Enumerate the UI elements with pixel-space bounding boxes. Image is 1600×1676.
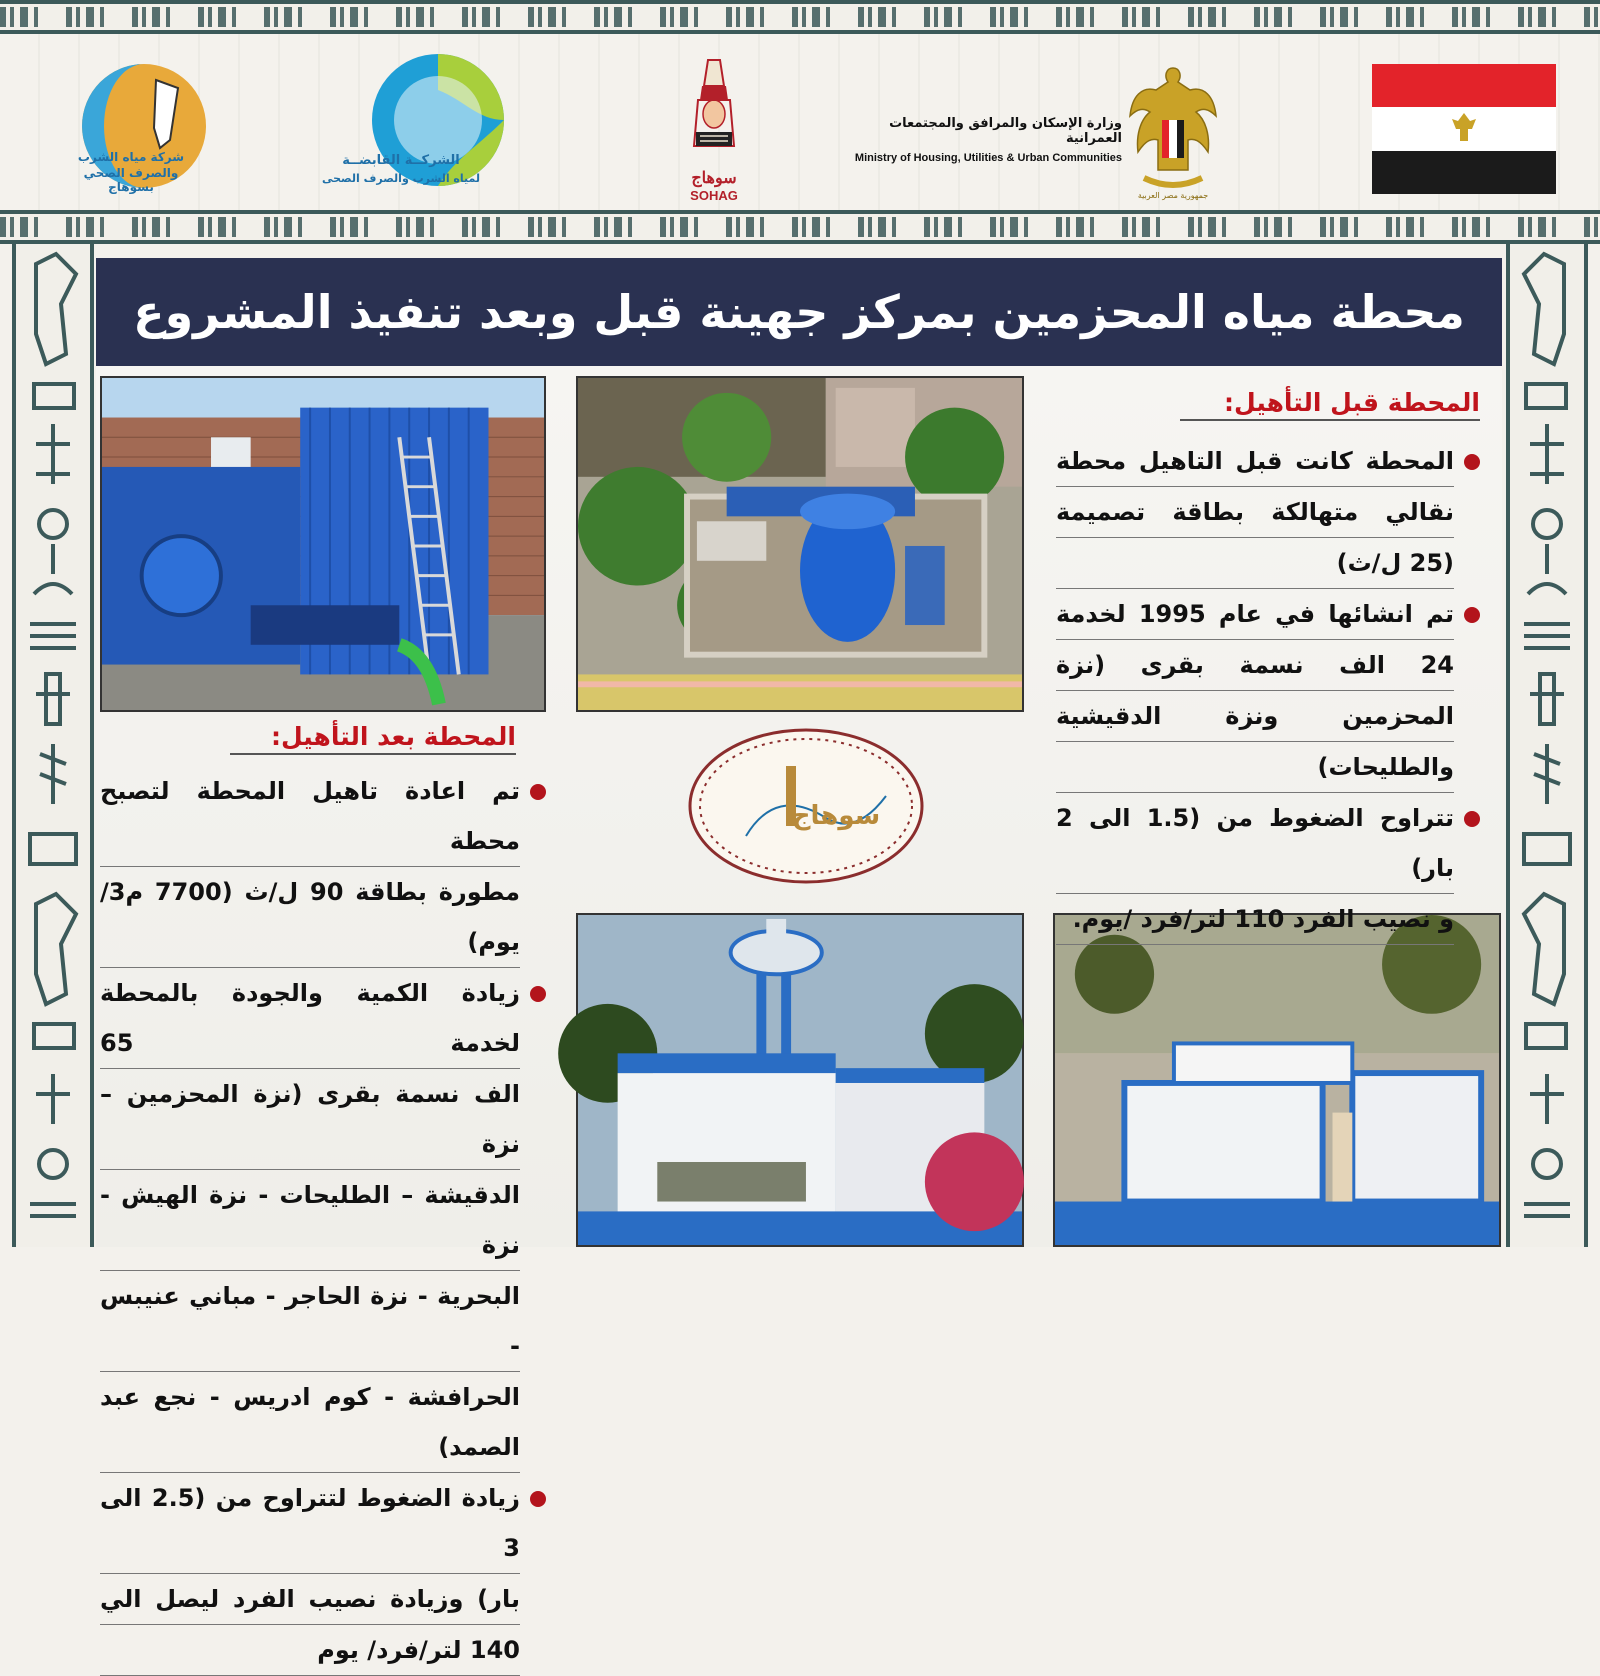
before-bullet-3: تتراوح الضغوط من (1.5 الى 2 بار) و نصيب الفرد 110 لتر/فرد /يوم. xyxy=(1056,793,1480,945)
pharaoh-head-icon xyxy=(684,56,744,166)
before-heading: المحطة قبل التأهيل: xyxy=(1180,388,1480,421)
eagle-emblem-icon xyxy=(1124,60,1222,202)
bullet-dot-icon xyxy=(530,1491,546,1507)
eagle-caption: جمهورية مصر العربية xyxy=(1137,191,1209,200)
bullet-dot-icon xyxy=(530,784,546,800)
holding-company-logo xyxy=(316,50,516,200)
flag-eagle-icon xyxy=(1372,107,1556,150)
bullet-dot-icon xyxy=(1464,811,1480,827)
after-bullet-3: زيادة الضغوط لتتراوح من (2.5 الى 3 بار) وزيادة نصيب الفرد ليصل الي 140 لتر/فرد/ يوم xyxy=(100,1473,546,1676)
sohag-governorate-logo xyxy=(684,56,744,216)
photo-after-tower xyxy=(576,913,1024,1247)
holding-logo-line2: لمياه الشرب والصرف الصحى xyxy=(321,172,481,185)
ministry-name-arabic: وزارة الإسكان والمرافق والمجتمعات العمرانية xyxy=(889,116,1122,146)
after-heading: المحطة بعد التأهيل: xyxy=(230,722,516,755)
right-hieroglyph-column xyxy=(1506,244,1588,1247)
sohag-company-line1: شركة مياه الشرب xyxy=(77,150,185,164)
before-bullet-1: المحطة كانت قبل التاهيل محطة نقالي متهالكة بطاقة تصميمة (25 ل/ث) xyxy=(1056,436,1480,589)
bullet-dot-icon xyxy=(1464,454,1480,470)
photo-before-mobile-unit xyxy=(100,376,546,712)
after-bullet-list xyxy=(100,766,546,1676)
emblem-text: سوهاج xyxy=(791,801,881,831)
holding-logo-line1: الشركــة القابضــة xyxy=(342,153,460,168)
photo-before-aerial xyxy=(576,376,1024,712)
sohag-emblem-icon xyxy=(686,726,926,886)
before-bullet-list xyxy=(1056,436,1480,945)
sohag-water-company-logo xyxy=(66,54,216,204)
photo-after-aerial xyxy=(1053,913,1501,1247)
title-bar xyxy=(96,258,1502,366)
left-hieroglyph-column xyxy=(12,244,94,1247)
top-decorative-band xyxy=(0,0,1600,34)
bullet-dot-icon xyxy=(1464,607,1480,623)
ministry-name-english: Ministry of Housing, Utilities & Urban Communities xyxy=(854,152,1122,164)
before-bullet-2: تم انشائها في عام 1995 لخدمة 24 الف نسمة بقرى (نزة المحزمين ونزة الدقيشية والطليحات) xyxy=(1056,589,1480,793)
after-bullet-2: زيادة الكمية والجودة بالمحطة لخدمة 65 الف نسمة بقرى (نزة المحزمين – نزة الدقيشة – الطليحات - نزة الهيش - نزة البحرية - نزة الحاجر - مباني عنيبس - الحرافشة - كوم ادريس - نجع عبد الصمد) xyxy=(100,968,546,1473)
header-bottom-decorative-band xyxy=(0,210,1600,244)
hieroglyph-column-icon xyxy=(1510,244,1584,1247)
hieroglyph-column-icon xyxy=(16,244,90,1247)
header xyxy=(0,34,1600,210)
water-drop-logo-icon xyxy=(368,50,508,190)
sohag-company-line2: والصرف الصحي بسوهاج xyxy=(83,166,179,194)
bullet-dot-icon xyxy=(530,986,546,1002)
page-title: محطة مياه المحزمين بمركز جهينة قبل وبعد تنفيذ المشروع xyxy=(133,285,1465,339)
sohag-english-label: SOHAG xyxy=(690,188,738,203)
after-bullet-1: تم اعادة تاهيل المحطة لتصبح محطة مطورة بطاقة 90 ل/ث (7700 م3/يوم) xyxy=(100,766,546,968)
egypt-flag xyxy=(1372,64,1556,194)
sohag-arabic-label: سوهاج xyxy=(691,170,737,187)
